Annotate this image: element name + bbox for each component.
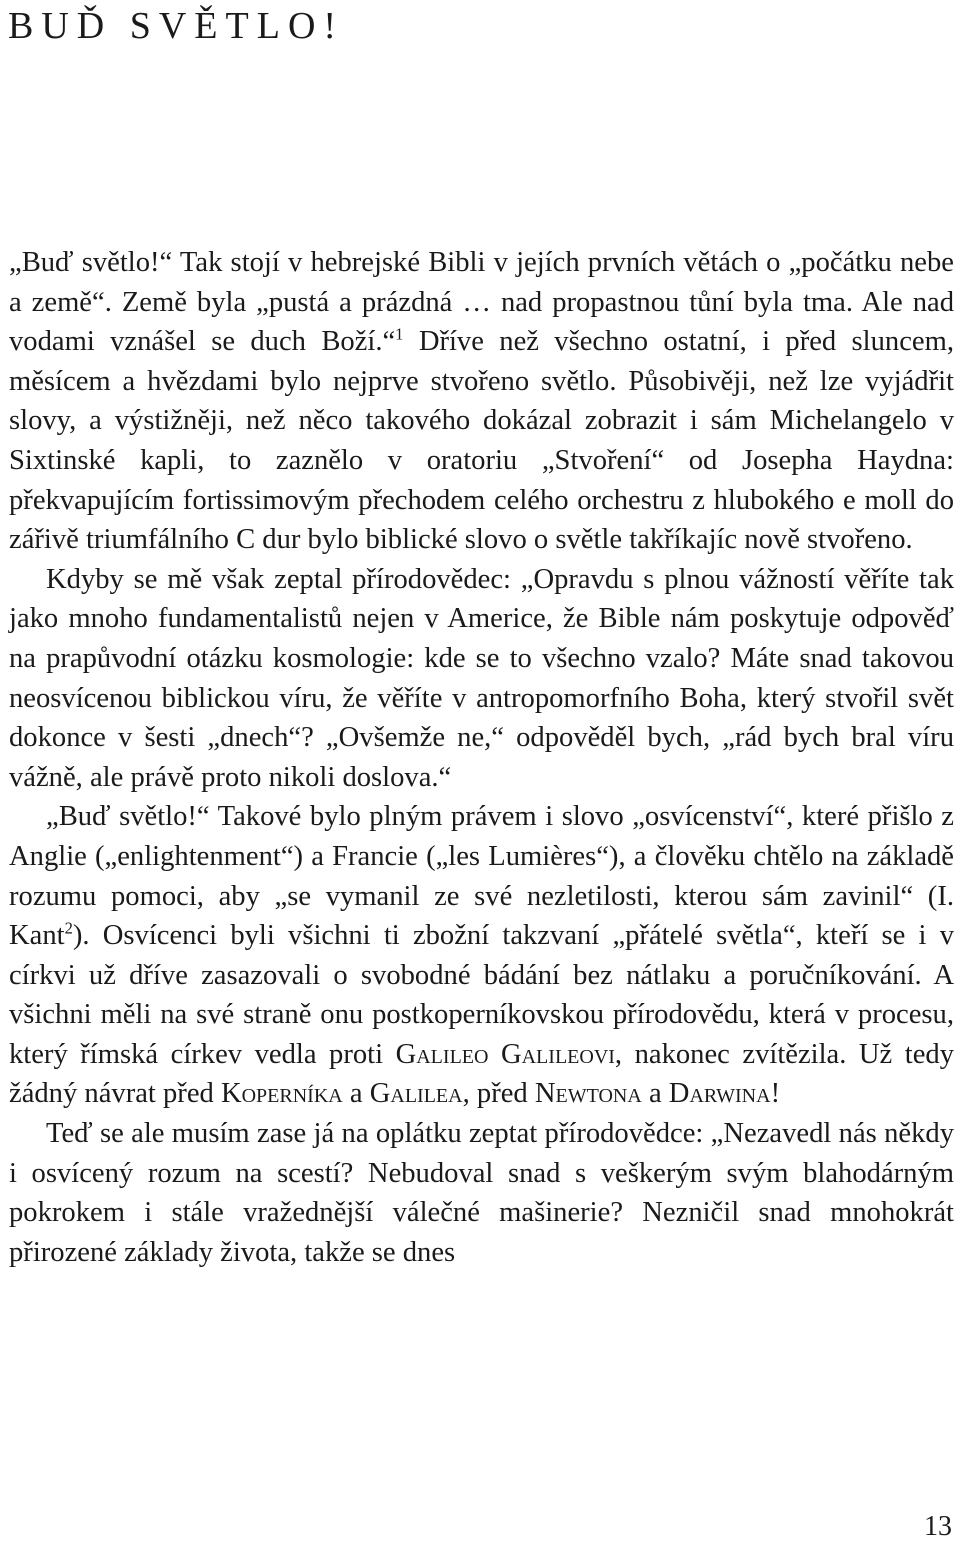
name-galileo: Galilea [369, 1078, 463, 1110]
paragraph-3-text-a: „Buď světlo!“ Takové bylo plným právem i slovo „osvícenství“, které přišlo z Anglie („enlightenment“) a Francie („les Lumières“), a člověku chtělo na základě rozumu pomoci, aby „se vymanil ze své nezletilosti, kterou sám zavinil“ (I. Kant [9, 801, 954, 952]
paragraph-1-text-b: Dříve než všechno ostatní, i před sluncem, měsícem a hvězdami bylo nejprve stvořeno světlo. Působivěji, než lze vyjádřit slovy, a výstižněji, než něco takového dokázal zobrazit i sám Michelangelo v Sixtinské kapli, to zaznělo v oratoriu „Stvoření“ od Josepha Haydna: překvapujícím fortissimovým přechodem celého orchestru z hlubokého e moll do zářivě triumfálního C dur bylo biblické slovo o světle takříkajíc nově stvořeno. [9, 326, 954, 556]
chapter-title: BUĎ SVĚTLO! [8, 5, 345, 47]
footnote-ref-1: 1 [395, 324, 404, 344]
paragraph-3-text-e: , před [462, 1078, 535, 1110]
footnote-ref-2: 2 [64, 918, 73, 938]
name-darwin: Darwina [668, 1078, 771, 1110]
name-galileo-galilei: Galileo Galileovi [395, 1038, 615, 1070]
name-kopernik: Koperníka [220, 1078, 343, 1110]
paragraph-3 [9, 797, 954, 1114]
paragraph-1-text-a: „Buď světlo!“ Tak stojí v hebrejské Bibli v jejích prvních větách o „počátku nebe a země“. Země byla „pustá a prázdná … nad propastnou tůní byla tma. Ale nad vodami vznášel se duch Boží.“ [9, 247, 954, 358]
paragraph-3-text-d: a [342, 1078, 370, 1110]
name-newton: Newtona [534, 1078, 642, 1110]
paragraph-2: Kdyby se mě však zeptal přírodovědec: „Opravdu s plnou vážností věříte tak jako mnoho fundamentalistů nejen v Americe, že Bible nám poskytuje odpověď na prapůvodní otázku kosmologie: kde se to všechno vzalo? Máte snad takovou neosvícenou biblickou víru, že věříte v antropomorfního Boha, který stvořil svět dokonce v šesti „dnech“? „Ovšemže ne,“ odpověděl bych, „rád bych bral víru vážně, ale právě proto nikoli doslova.“ [9, 563, 954, 793]
paragraph-3-text-c: , nakonec zvítězila. Už tedy žádný návrat před [9, 1038, 955, 1110]
paragraph-4: Teď se ale musím zase já na oplátku zeptat přírodovědce: „Nezavedl nás někdy i osvícený rozum na scestí? Nebudoval snad s veškerým svým blahodárným pokrokem i stále vražednější válečné mašinerie? Nezničil snad mnohokrát přirozené základy života, takže se dnes [9, 1118, 954, 1268]
paragraph-3-text-g: ! [770, 1078, 781, 1110]
paragraph-3-text-f: a [641, 1078, 669, 1110]
body-text [9, 243, 954, 1272]
paragraph-3-text-b: ). Osvícenci byli všichni ti zbožní takzvaní „přátelé světla“, kteří se i v církvi už dříve zasazovali o svobodné bádání bez nátlaku a poručníkování. A všichni měli na své straně onu postkoperníkovskou přírodovědu, která v procesu, který římská církev vedla proti [9, 920, 954, 1070]
page-number: 13 [924, 1511, 952, 1542]
paragraph-1 [9, 243, 954, 560]
